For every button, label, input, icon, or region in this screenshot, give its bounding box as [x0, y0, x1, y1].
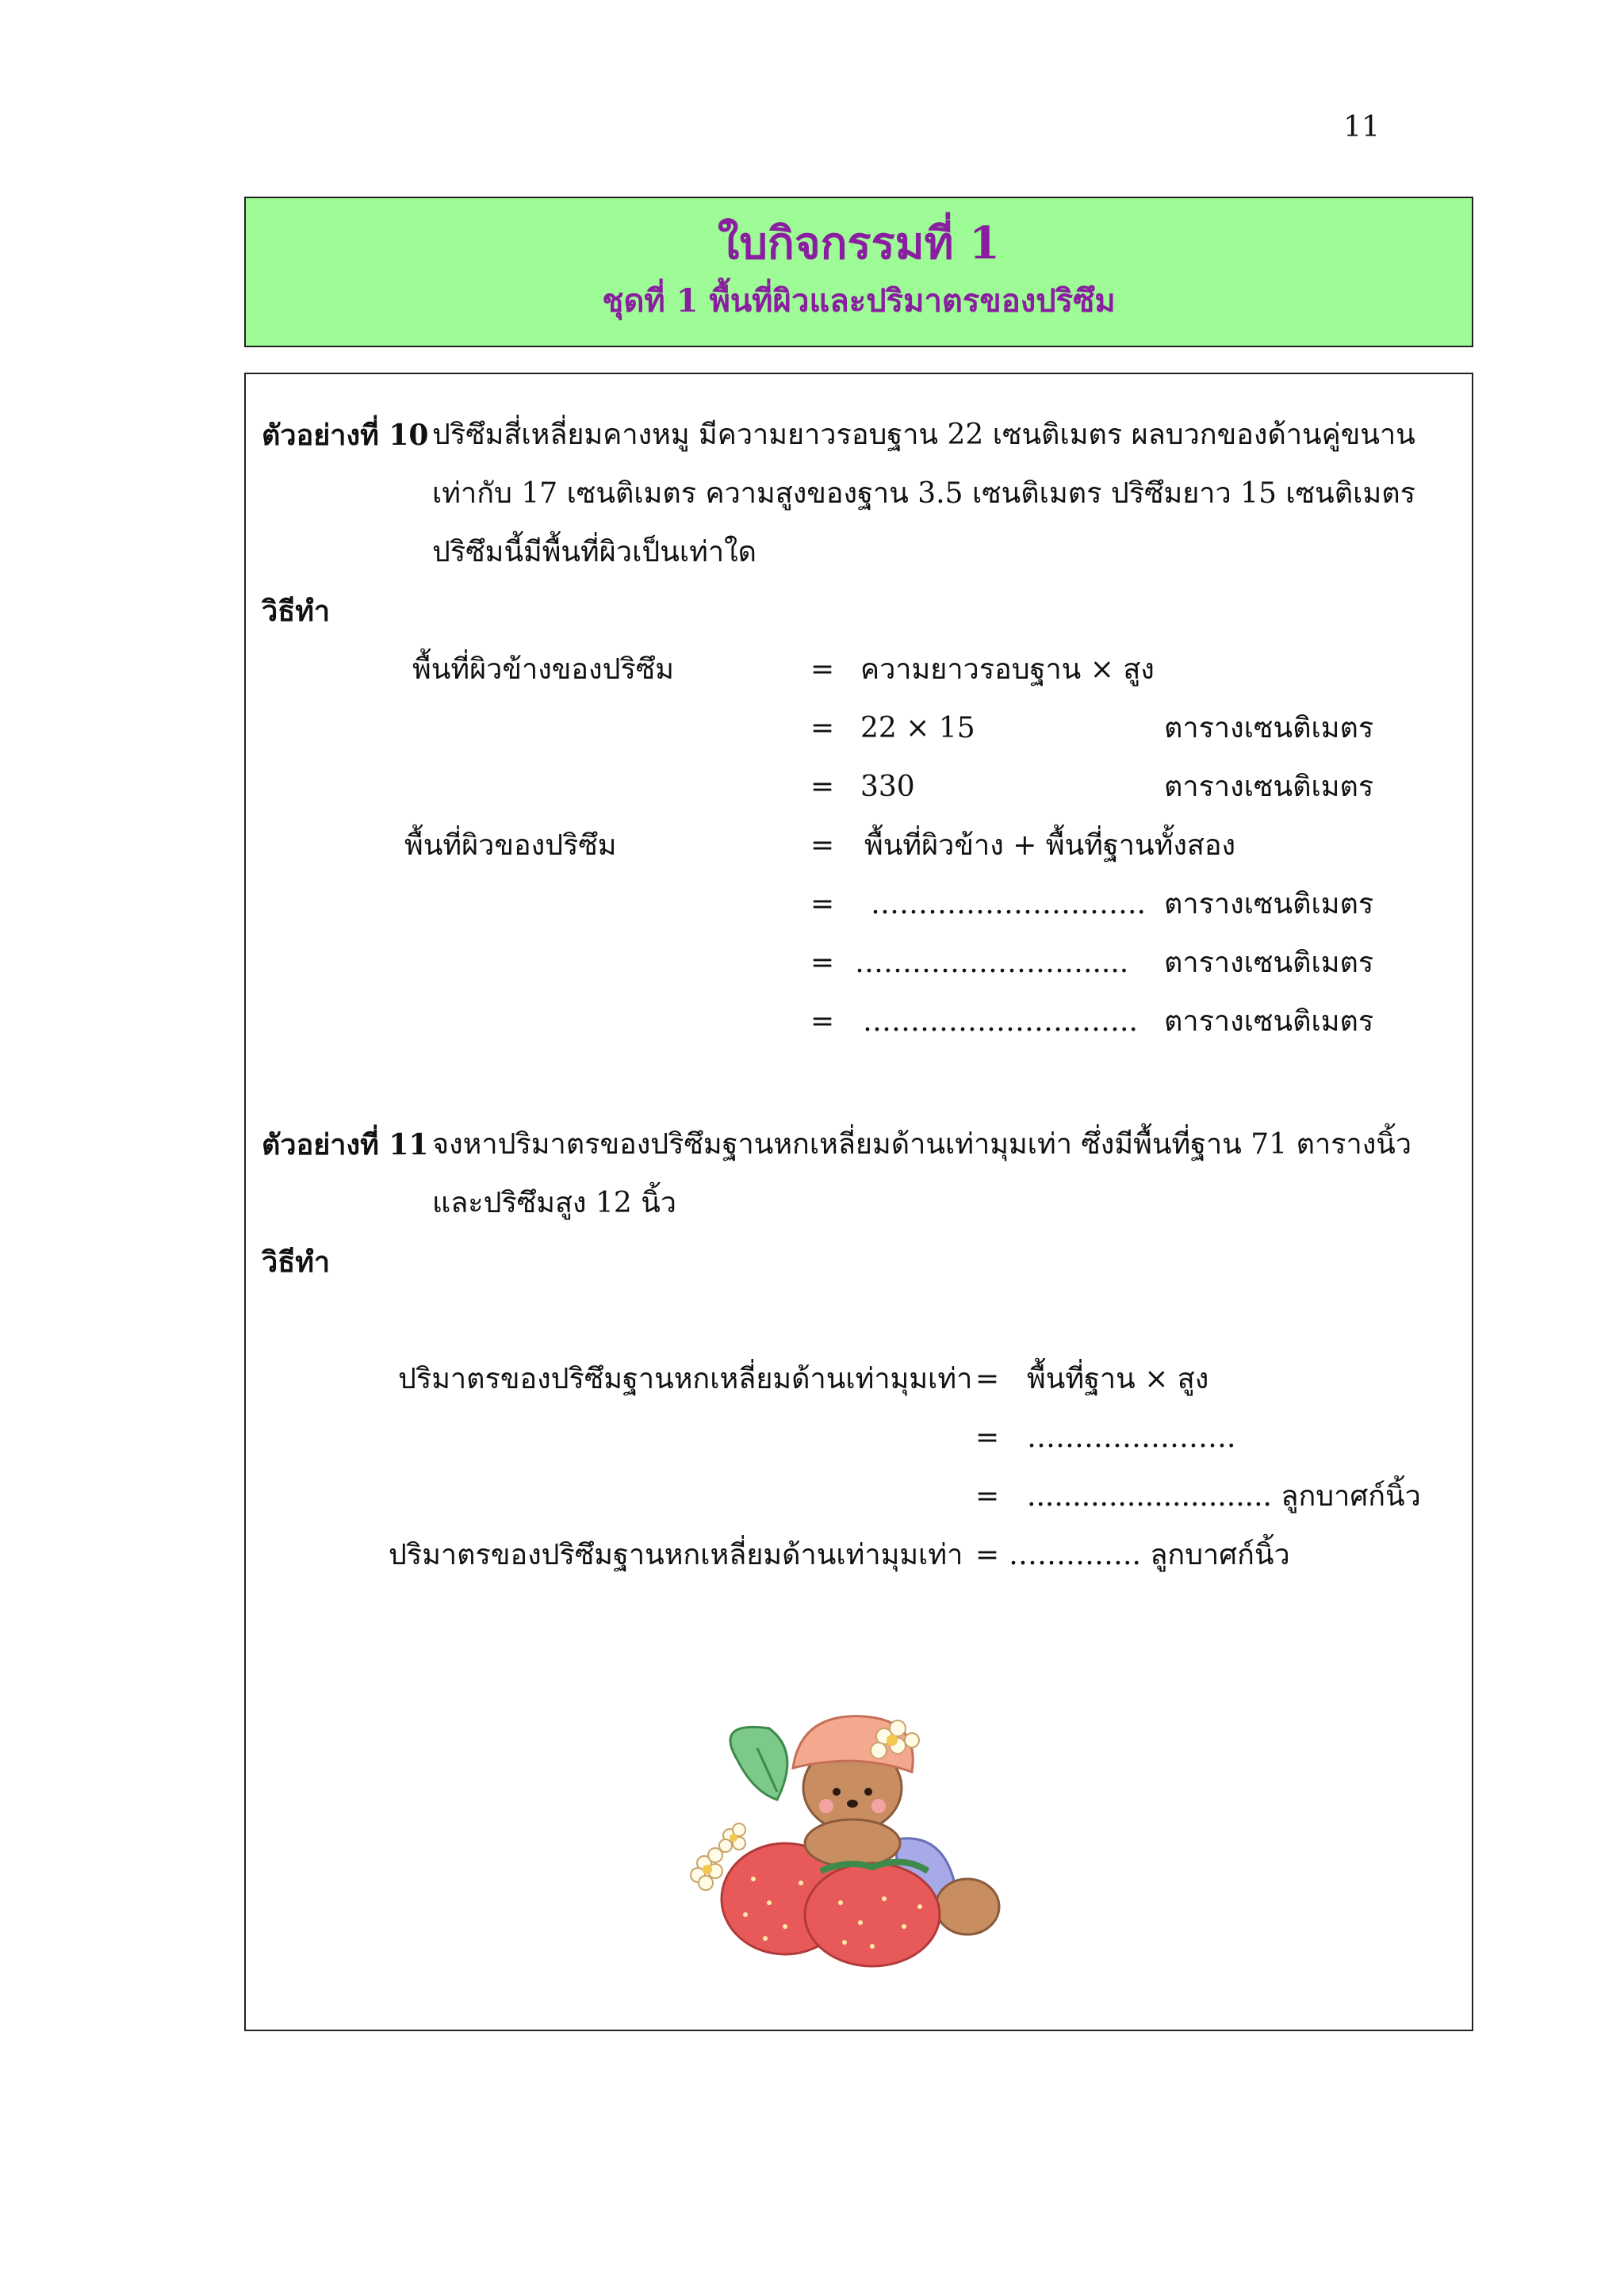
equals-sign: =	[810, 829, 835, 862]
answer-blank-with-unit: ........................... ลูกบาศก์นิ้ว	[1027, 1480, 1421, 1513]
equals-sign: =	[975, 1363, 1000, 1395]
equals-sign: =	[975, 1480, 1000, 1513]
unit-label: ตารางเซนติเมตร	[1164, 1005, 1374, 1038]
answer-blank: ………………….	[1027, 1422, 1236, 1454]
equals-sign: =	[810, 1005, 835, 1038]
answer-blank: ………………………..	[871, 888, 1146, 920]
example10-question-line3: ปริซึมนี้มีพื้นที่ผิวเป็นเท่าใด	[432, 536, 757, 568]
unit-label: ตารางเซนติเมตร	[1164, 947, 1374, 979]
lateral-formula: ความยาวรอบฐาน × สูง	[860, 653, 1155, 686]
final-answer-blank: ………….. ลูกบาศก์นิ้ว	[1009, 1539, 1290, 1571]
equals-sign: =	[810, 653, 835, 686]
activity-title-banner	[244, 197, 1473, 347]
example10-question-line2: เท่ากับ 17 เซนติเมตร ความสูงของฐาน 3.5 เซนติเมตร ปริซึมยาว 15 เซนติเมตร	[432, 477, 1415, 510]
surface-formula: พื้นที่ผิวข้าง + พื้นที่ฐานทั้งสอง	[864, 829, 1236, 862]
activity-title: ใบกิจกรรมที่ 1	[718, 217, 1000, 270]
volume-label: ปริมาตรของปริซึมฐานหกเหลี่ยมด้านเท่ามุมเท่า	[389, 1539, 963, 1571]
surface-area-label: พื้นที่ผิวของปริซึม	[404, 829, 617, 862]
equals-sign: =	[810, 712, 835, 744]
example11-question-line1: จงหาปริมาตรของปริซึมฐานหกเหลี่ยมด้านเท่ามุมเท่า ซึ่งมีพื้นที่ฐาน 71 ตารางนิ้ว	[432, 1128, 1412, 1161]
equals-sign: =	[975, 1539, 1000, 1571]
volume-formula: พื้นที่ฐาน × สูง	[1027, 1363, 1209, 1395]
equals-sign: =	[810, 947, 835, 979]
equals-sign: =	[810, 888, 835, 920]
page-number: 11	[1343, 111, 1380, 144]
answer-blank: …………………….....	[855, 947, 1129, 979]
unit-label: ตารางเซนติเมตร	[1164, 712, 1374, 744]
unit-label: ตารางเซนติเมตร	[1164, 771, 1374, 803]
example10-method-label: วิธีทำ	[262, 595, 331, 628]
bear-strawberry-illustration	[682, 1705, 1015, 1974]
example10-label: ตัวอย่างที่ 10	[262, 419, 429, 452]
example11-question-line2: และปริซึมสูง 12 นิ้ว	[432, 1187, 677, 1219]
example10-question-line1: ปริซึมสี่เหลี่ยมคางหมู มีความยาวรอบฐาน 22 เซนติเมตร ผลบวกของด้านคู่ขนาน	[432, 419, 1415, 451]
activity-subtitle: ชุดที่ 1 พื้นที่ผิวและปริมาตรของปริซึม	[602, 282, 1116, 320]
equals-sign: =	[975, 1422, 1000, 1454]
equals-sign: =	[810, 771, 835, 803]
unit-label: ตารางเซนติเมตร	[1164, 888, 1374, 920]
example11-label: ตัวอย่างที่ 11	[262, 1128, 429, 1161]
answer-blank: ………………………..	[863, 1005, 1138, 1038]
lateral-substitution: 22 × 15	[860, 712, 975, 744]
volume-label: ปริมาตรของปริซึมฐานหกเหลี่ยมด้านเท่ามุมเท่า	[398, 1363, 973, 1395]
lateral-area-label: พื้นที่ผิวข้างของปริซึม	[412, 653, 674, 686]
example11-method-label: วิธีทำ	[262, 1246, 331, 1279]
lateral-result: 330	[860, 771, 915, 803]
